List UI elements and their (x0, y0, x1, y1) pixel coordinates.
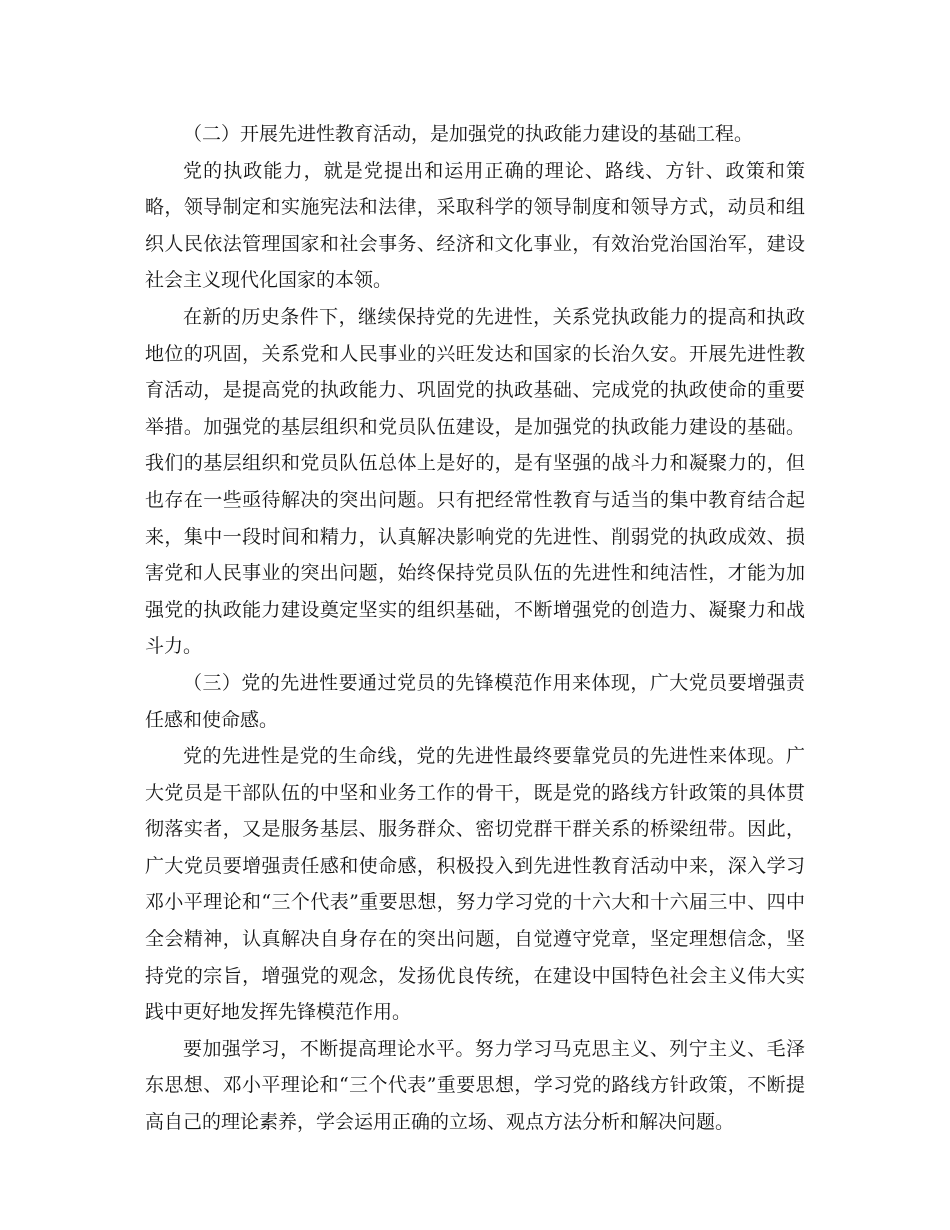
body-paragraph: 要加强学习，不断提高理论水平。努力学习马克思主义、列宁主义、毛泽东思想、邓小平理论和“三个代表”重要思想，学习党的路线方针政策，不断提高自己的理论素养，学会运用正确的立场、观点方法分析和解决问题。 (145, 1037, 805, 1134)
section-heading-two: （二）开展先进性教育活动，是加强党的执政能力建设的基础工程。 (183, 123, 754, 145)
body-paragraph: 党的执政能力，就是党提出和运用正确的理论、路线、方针、政策和策略，领导制定和实施宪法和法律，采取科学的领导制度和领导方式，动员和组织人民依法管理国家和社会事务、经济和文化事业，有效治党治国治军，建设社会主义现代化国家的本领。 (145, 159, 805, 292)
document-body (145, 116, 805, 1141)
body-paragraph: 在新的历史条件下，继续保持党的先进性，关系党执政能力的提高和执政地位的巩固，关系党和人民事业的兴旺发达和国家的长治久安。开展先进性教育活动，是提高党的执政能力、巩固党的执政基础、完成党的执政使命的重要举措。加强党的基层组织和党员队伍建设，是加强党的执政能力建设的基础。我们的基层组织和党员队伍总体上是好的，是有坚强的战斗力和凝聚力的，但也存在一些亟待解决的突出问题。只有把经常性教育与适当的集中教育结合起来，集中一段时间和精力，认真解决影响党的先进性、削弱党的执政成效、损害党和人民事业的突出问题，始终保持党员队伍的先进性和纯洁性，才能为加强党的执政能力建设奠定坚实的组织基础，不断增强党的创造力、凝聚力和战斗力。 (145, 305, 805, 658)
section-heading-three: （三）党的先进性要通过党员的先锋模范作用来体现，广大党员要增强责任感和使命感。 (145, 671, 805, 731)
body-paragraph: 党的先进性是党的生命线，党的先进性最终要靠党员的先进性来体现。广大党员是干部队伍的中坚和业务工作的骨干，既是党的路线方针政策的具体贯彻落实者，又是服务基层、服务群众、密切党群干群关系的桥梁纽带。因此，广大党员要增强责任感和使命感，积极投入到先进性教育活动中来，深入学习邓小平理论和“三个代表”重要思想，努力学习党的十六大和十六届三中、四中全会精神，认真解决自身存在的突出问题，自觉遵守党章，坚定理想信念，坚持党的宗旨，增强党的观念，发扬优良传统，在建设中国特色社会主义伟大实践中更好地发挥先锋模范作用。 (145, 745, 805, 1024)
